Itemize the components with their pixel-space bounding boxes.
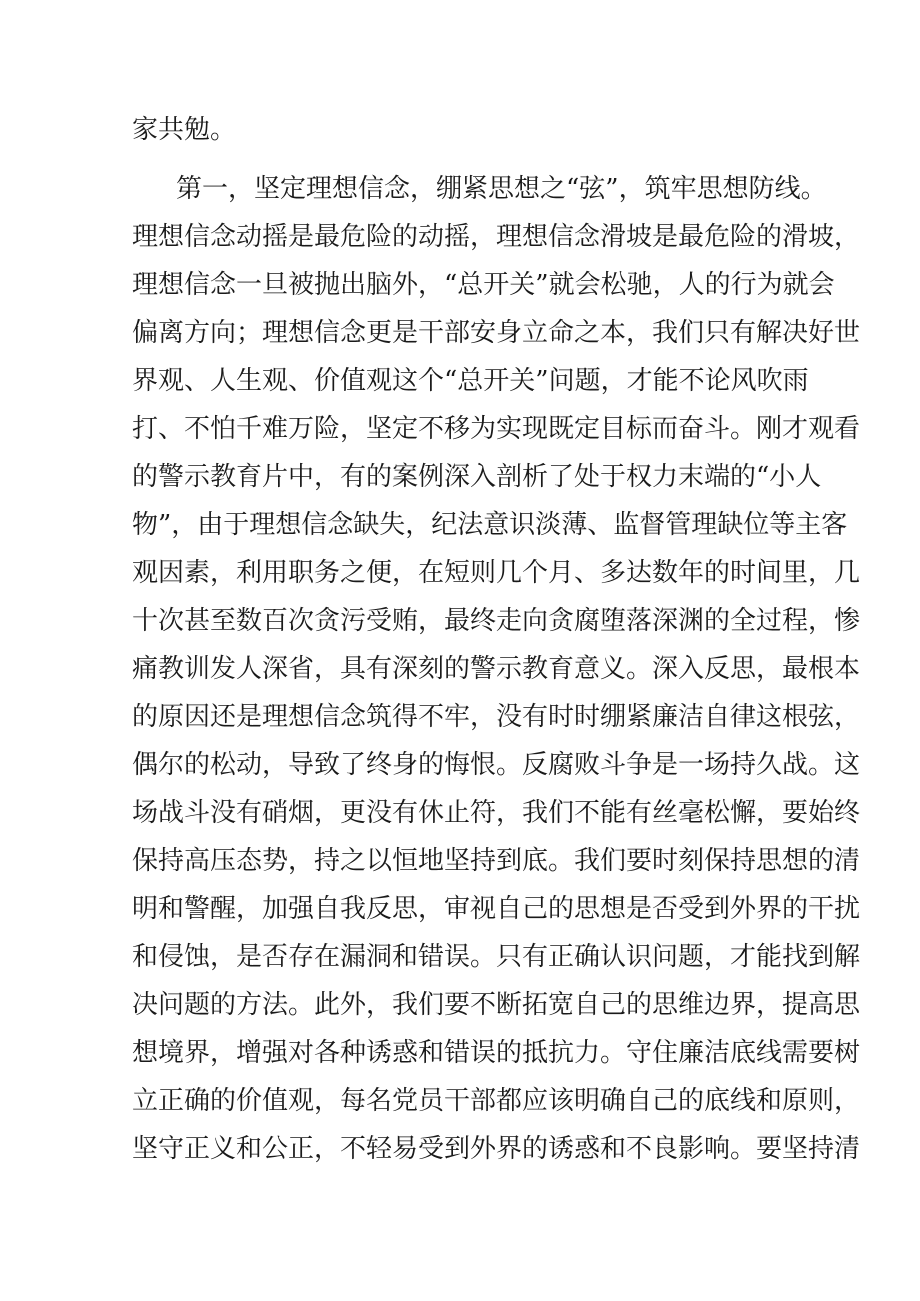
text-line: 场战斗没有硝烟，更没有休止符，我们不能有丝毫松懈，要始终 (132, 798, 861, 828)
text-line: 坚守正义和公正，不轻易受到外界的诱惑和不良影响。要坚持清 (132, 1134, 861, 1164)
text-line: 偶尔的松动，导致了终身的悔恨。反腐败斗争是一场持久战。这 (132, 750, 861, 780)
text-line: 决问题的方法。此外，我们要不断拓宽自己的思维边界，提高思 (132, 990, 861, 1020)
text-line: 明和警醒，加强自我反思，审视自己的思想是否受到外界的干扰 (132, 894, 861, 924)
text-line: 想境界，增强对各种诱惑和错误的抵抗力。守住廉洁底线需要树 (132, 1038, 861, 1068)
text-line: 痛教训发人深省，具有深刻的警示教育意义。深入反思，最根本 (132, 654, 861, 684)
text-line: 界观、人生观、价值观这个“总开关”问题，才能不论风吹雨 (132, 366, 809, 396)
text-line: 保持高压态势，持之以恒地坚持到底。我们要时刻保持思想的清 (132, 846, 861, 876)
text-line: 理想信念一旦被抛出脑外，“总开关”就会松驰，人的行为就会 (132, 270, 835, 300)
text-line: 的原因还是理想信念筑得不牢，没有时时绷紧廉洁自律这根弦， (132, 702, 861, 732)
paragraph-heading-line: 第一，坚定理想信念，绷紧思想之“弦”，筑牢思想防线。 (176, 174, 827, 204)
document-body (132, 106, 861, 1173)
text-line: 观因素，利用职务之便，在短则几个月、多达数年的时间里，几 (132, 558, 861, 588)
text-line: 理想信念动摇是最危险的动摇，理想信念滑坡是最危险的滑坡， (132, 222, 861, 252)
text-line: 打、不怕千难万险，坚定不移为实现既定目标而奋斗。刚才观看 (132, 414, 861, 444)
text-line: 十次甚至数百次贪污受贿，最终走向贪腐堕落深渊的全过程，惨 (132, 606, 861, 636)
text-line: 和侵蚀，是否存在漏洞和错误。只有正确认识问题，才能找到解 (132, 942, 861, 972)
text-line: 的警示教育片中，有的案例深入剖析了处于权力末端的“小人 (132, 462, 822, 492)
text-line: 家共勉。 (132, 115, 237, 145)
text-line: 立正确的价值观，每名党员干部都应该明确自己的底线和原则， (132, 1086, 861, 1116)
text-line: 物”，由于理想信念缺失，纪法意识淡薄、监督管理缺位等主客 (132, 510, 848, 540)
text-line: 偏离方向；理想信念更是干部安身立命之本，我们只有解决好世 (132, 318, 861, 348)
